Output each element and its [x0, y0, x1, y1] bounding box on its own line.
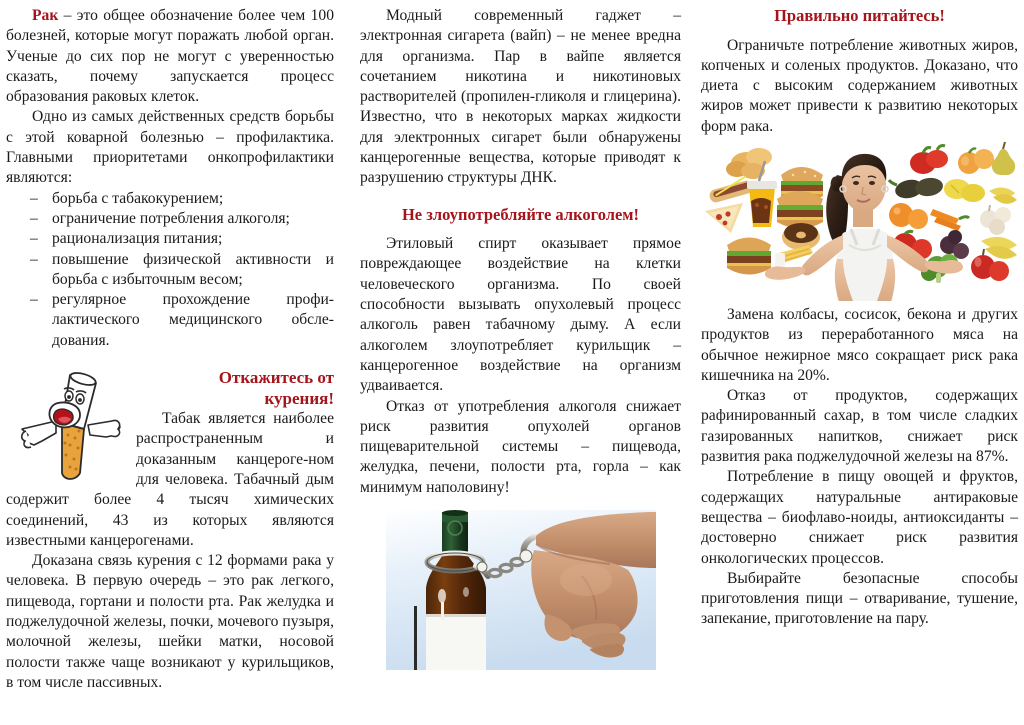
spacer	[6, 351, 334, 367]
healthy-vs-junk-food-image	[701, 141, 1024, 301]
list-item	[6, 250, 334, 291]
onco-priorities-list	[6, 189, 334, 351]
list-item	[6, 290, 334, 351]
intro-paragraph-1	[6, 6, 334, 107]
bullet-dash: –	[30, 250, 38, 268]
list-item-label: повышение физической активности и борьба с избыточным весом;	[52, 250, 334, 288]
column-middle	[340, 6, 685, 725]
nutrition-paragraph-3: Отказ от продуктов, содержащих рафинированный сахар, в том числе сладких газированных напитков, снижает риск развития рака поджелудочной железы на 87%.	[701, 387, 1018, 466]
nutrition-paragraph-4: Потребление в пищу овощей и фруктов, содержащих натуральные антираковые вещества – биофлаво-ноиды, антиоксиданты – достоверно снижает риск развития онкологических процессов.	[701, 468, 1018, 567]
vape-paragraph: Модный современный гаджет – электронная сигарета (вайп) – не менее вредна для организма. Пар в вайпе является сочетанием никотина и никотиновых растворителей (пропилен-гликоля и глицерина). Известно, что в некоторых марках жидкости для электронных сигарет были обнаружены канцерогенные вещества, которые приводят к разрушению структуры ДНК.	[360, 7, 681, 187]
list-item	[6, 229, 334, 249]
column-right	[685, 6, 1024, 725]
cartoon-cigarette-illustration	[12, 369, 130, 487]
list-item-label: ограничение потребления алкоголя;	[52, 209, 290, 227]
list-item	[6, 189, 334, 209]
nutrition-heading: Правильно питайтесь!	[774, 6, 945, 25]
nutrition-paragraph-1: Ограничьте потребление животных жиров, копченых и соленых продуктов. Доказано, что диета с высоким содержанием животных жиров может привести к развитию некоторых форм рака.	[701, 36, 1018, 135]
lead-word-cancer: Рак	[32, 7, 59, 24]
smoking-heading-line-2: курения!	[264, 389, 334, 409]
column-left	[0, 6, 340, 725]
list-item-label: регулярное прохождение профи-лактического медицинского обсле-дования.	[52, 291, 334, 349]
list-item-label: рационализация питания;	[52, 230, 223, 248]
alcohol-paragraph-1: Этиловый спирт оказывает прямое повреждающее воздействие на клетки человеческого организма. По своей способности вызывать опухолевый процесс алкоголь равен табачному дыму. А если алкоголем злоупотребляет курильщик – канцерогенное воздействие на организм удваивается.	[360, 235, 681, 395]
handcuffed-hand-bottle-image	[386, 510, 656, 670]
bullet-dash: –	[30, 209, 38, 227]
spacer	[360, 189, 681, 205]
smoking-paragraph-1: Табак является наиболее распространенным и доказанным канцероге-ном для человека. Табачный дым содержит более 4 тысяч химических соединений, 43 из которых являются известными канцерогенами.	[6, 410, 334, 549]
alcohol-photo	[386, 510, 656, 670]
list-item	[6, 209, 334, 229]
intro-paragraph-1-rest: – это общее обозначение более чем 100 болезней, которые могут поражать любой орган. Ученые до сих пор не могут с уверенностью сказать, почему запускается процесс образования раковых клеток.	[6, 7, 334, 106]
intro-paragraph-2: Одно из самых действенных средств борьбы с этой коварной болезнью – профилактика. Главными приоритетами онкопрофилактики являются:	[6, 108, 334, 187]
smoking-heading-line-1: Откажитесь от	[218, 368, 334, 388]
spacer	[360, 225, 681, 234]
alcohol-heading: Не злоупотребляйте алкоголем!	[401, 204, 640, 224]
nutrition-paragraph-2: Замена колбасы, сосисок, бекона и других продуктов из переработанного мяса на обычное нежирное мясо сокращает риск рака кишечника на 20%.	[701, 305, 1018, 384]
smoking-paragraph-2: Доказана связь курения с 12 формами рака у человека. В первую очередь – это рак легкого, пищевода, гортани и полости рта. Рак желудка и поджелудочной железы, почки, мочевого пузыря, молочной железы, шейки матки, носовой полости также чаще возникают у курильщиков, в том числе пассивных.	[6, 552, 334, 691]
bullet-dash: –	[30, 189, 38, 207]
spacer	[701, 27, 1018, 36]
bullet-dash: –	[30, 230, 38, 248]
list-item-label: борьба с табакокурением;	[52, 189, 224, 207]
cartoon-cigarette-icon	[12, 369, 130, 487]
bullet-dash: –	[30, 291, 38, 309]
nutrition-photo	[701, 141, 1024, 301]
nutrition-paragraph-5: Выбирайте безопасные способы приготовления пищи – отваривание, тушение, запекание, приготовление на пару.	[701, 569, 1018, 628]
alcohol-paragraph-2: Отказ от употребления алкоголя снижает риск развития опухолей органов пищеварительной системы – пищевода, желудка, печени, полости рта, горла – как минимум наполовину!	[360, 397, 681, 496]
